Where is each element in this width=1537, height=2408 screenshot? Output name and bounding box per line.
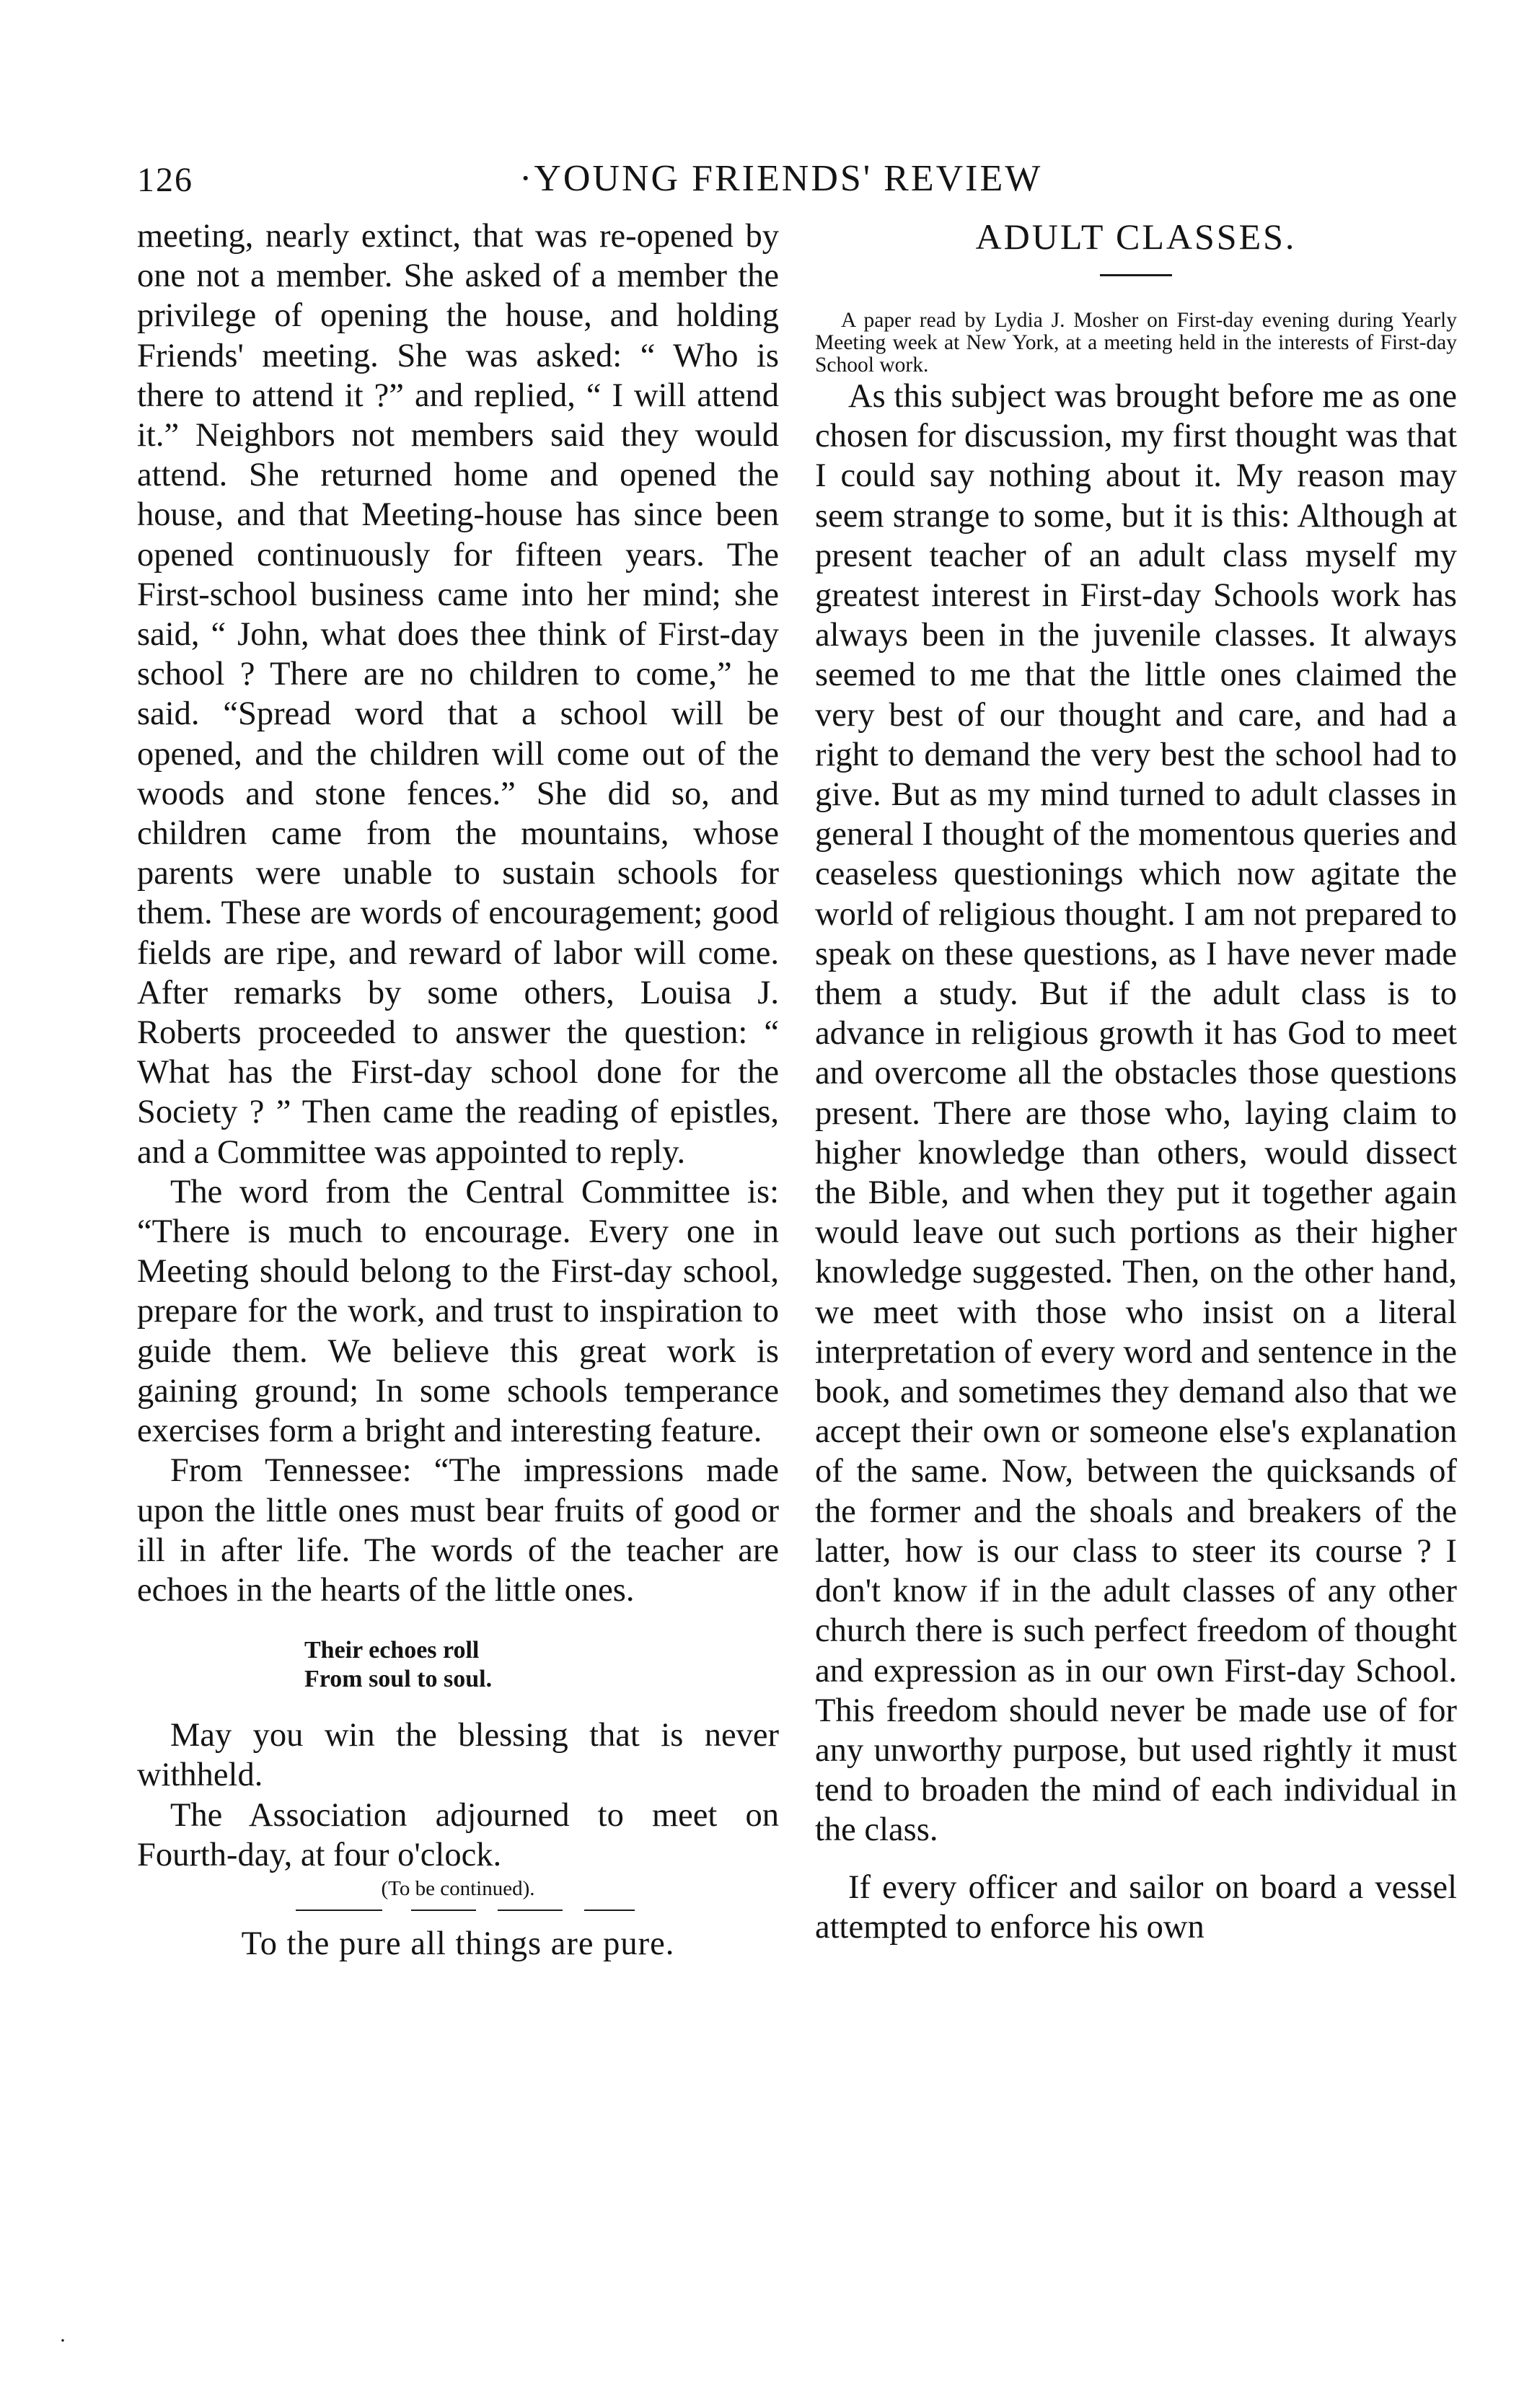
running-head: ·YOUNG FRIENDS' REVIEW — [519, 158, 1043, 199]
verse-quote — [137, 1636, 779, 1694]
continued-note: (To be continued). — [381, 1876, 535, 1900]
separator-rules — [137, 1904, 779, 1917]
right-column — [815, 216, 1457, 1947]
verse-line: Their echoes roll — [304, 1637, 480, 1664]
closing-line: To the pure all things are pure. — [241, 1925, 675, 1962]
page-number: 126 — [137, 161, 193, 199]
left-column — [137, 216, 779, 1964]
article-note: A paper read by Lydia J. Mosher on First-day evening during Yearly Meeting week at New York, at a meeting held in the interests of First-day School work. — [815, 309, 1457, 377]
stray-mark: · — [59, 2329, 66, 2352]
paragraph: If every officer and sailor on board a vessel attempted to enforce his own — [815, 1868, 1457, 1946]
verse-line: From soul to soul. — [304, 1666, 493, 1693]
paragraph: May you win the blessing that is never withheld. — [137, 1717, 779, 1794]
paragraph: As this subject was brought before me as one chosen for discussion, my first thought was that I could say nothing about it. My reason may seem strange to some, but it is this: Although at present teacher of an adult class myself my greatest interest in First-day Schools work has always been in the juvenile classes. It always seemed to me that the little ones claimed the very best of our thought and care, and had a right to demand the very best the school had to give. But as my mind turned to adult classes in general I thought of the momentous queries and ceaseless questionings which now agitate the world of religious thought. I am not prepared to speak on these questions, as I have never made them a study. But if the adult class is to advance in religious growth it has God to meet and overcome all the obstacles those questions present. There are those who, laying claim to higher knowledge than others, would dissect the Bible, and when they put it together again would leave out such portions as their higher knowledge suggested. Then, on the other hand, we meet with those who insist on a literal interpretation of every word and sentence in the book, and sometimes they demand also that we accept their own or someone else's explanation of the same. Now, between the quicksands of the former and the shoals and breakers of the latter, how is our class to steer its course ? I don't know if in the adult classes of any other church there is such perfect freedom of thought and expression as in our own First-day School. This freedom should never be made use of for any unworthy purpose, but used rightly it must tend to broaden the mind of each individual in the class. — [815, 378, 1457, 1849]
title-rule — [1100, 274, 1172, 276]
paragraph: meeting, nearly extinct, that was re-opened by one not a member. She asked of a member the privilege of opening the house, and holding Friends' meeting. She was asked: “ Who is there to attend it ?” and replied, “ I will attend it.” Neighbors not members said they would attend. She returned home and opened the house, and that Meeting-house has since been opened continuously for fifteen years. The First-school business came into her mind; she said, “ John, what does thee think of First-day school ? There are no children to come,” he said. “Spread word that a school will be opened, and the children will come out of the woods and stone fences.” She did so, and children came from the mountains, whose parents were unable to sustain schools for them. These are words of encouragement; good fields are ripe, and reward of labor will come. After remarks by some others, Louisa J. Roberts proceeded to answer the question: “ What has the First-day school done for the Society ? ” Then came the reading of epistles, and a Committee was appointed to reply. — [137, 218, 779, 1171]
article-title: ADULT CLASSES. — [975, 216, 1297, 257]
paragraph: From Tennessee: “The impressions made upon the little ones must bear fruits of good or ill in after life. The words of the teacher are echoes in the hearts of the little ones. — [137, 1452, 779, 1609]
paragraph: The Association adjourned to meet on Fourth-day, at four o'clock. — [137, 1796, 779, 1873]
paragraph: The word from the Central Committee is: “There is much to encourage. Every one in Meeting should belong to the First-day school, prepare for the work, and trust to inspiration to guide them. We believe this great work is gaining ground; In some schools temperance exercises form a bright and interesting feature. — [137, 1173, 779, 1450]
